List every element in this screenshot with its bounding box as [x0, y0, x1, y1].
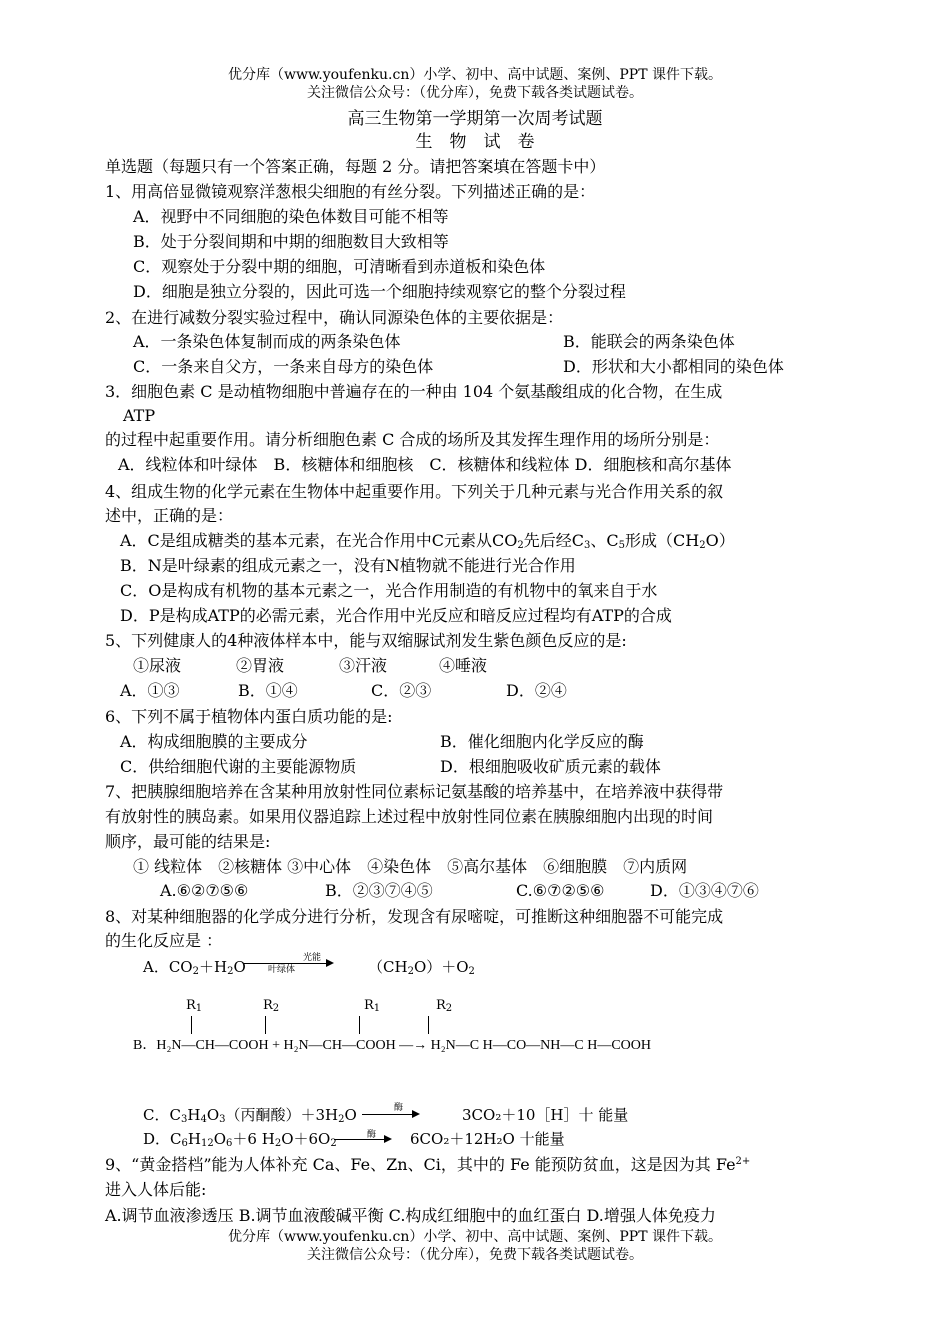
q8-option-b: B．H₂N—CH—COOH + H₂N—CH—COOH —→ H₂N—C H—CO—NH—C H—COOH [133, 1038, 652, 1053]
q7-stem-1: 7、把胰腺细胞培养在含某种用放射性同位素标记氨基酸的培养基中，在培养液中获得带 [105, 782, 724, 801]
q6-option-d: D．根细胞吸收矿质元素的载体 [440, 757, 661, 776]
footer-line-2: 关注微信公众号：（优分库），免费下载各类试题试卷。 [307, 1247, 643, 1263]
q2-option-b: B．能联会的两条染色体 [563, 332, 735, 351]
q2-option-a: A．一条染色体复制而成的两条染色体 [133, 332, 401, 351]
q4-option-d: D．P是构成ATP的必需元素，光合作用中光反应和暗反应过程均有ATP的合成 [120, 606, 672, 625]
q7-option-a: A.⑥②⑦⑤⑥ [160, 881, 249, 900]
q8-option-c-left: C．$C_3H_4O_3$（丙酮酸）$+3H_2O$ [143, 1106, 357, 1125]
q8-stem-1: 8、对某种细胞器的化学成分进行分析，发现含有尿嘧啶，可推断这种细胞器不可能完成 [105, 907, 724, 926]
r1-group-1: $R_1$ [186, 998, 203, 1014]
q2-option-d: D．形状和大小都相同的染色体 [563, 357, 784, 376]
q8-d-arrow-label: 酶 [367, 1130, 377, 1140]
section-heading: 单选题（每题只有一个答案正确，每题 2 分。请把答案填在答题卡中） [105, 157, 606, 176]
q8-a-arrow-label-top: 光能 [303, 953, 322, 963]
q8-option-a-right: $(CH_2O)+O_2$ [368, 958, 475, 977]
q7-stem-3: 顺序，最可能的结果是: [105, 832, 271, 851]
q9-stem-1: 9、“黄金搭档”能为人体补充 Ca、Fe、Zn、Ci，其中的 Fe 能预防贫血，这是因为其 $Fe^{2+}$ [105, 1155, 751, 1174]
header-line-1: 优分库（www.youfenku.cn）小学、初中、高中试题、案例、PPT 课件下载。 [227, 67, 722, 83]
footer-line-1: 优分库（www.youfenku.cn）小学、初中、高中试题、案例、PPT 课件下载。 [227, 1229, 722, 1245]
q3-stem-1: 3．细胞色素 C 是动植物细胞中普遍存在的一种由 104 个氨基酸组成的化合物，在生成 [105, 382, 723, 401]
q3-options: A．线粒体和叶绿体 B．核糖体和细胞核 C．核糖体和线粒体 D．细胞核和高尔基体 [118, 455, 732, 474]
q1-option-d: D．细胞是独立分裂的，因此可选一个细胞持续观察它的整个分裂过程 [133, 282, 626, 301]
q5-option-b: B．①④ [238, 681, 298, 700]
q3-stem-3: 的过程中起重要作用。请分析细胞色素 C 合成的场所及其发挥生理作用的场所分别是： [105, 430, 720, 449]
r1-group-2: $R_1$ [364, 998, 381, 1014]
q7-items: ① 线粒体 ②核糖体 ③中心体 ④染色体 ⑤高尔基体 ⑥细胞膜 ⑦内质网 [133, 857, 688, 876]
q5-option-a: A．①③ [120, 681, 180, 700]
q6-option-c: C．供给细胞代谢的主要能源物质 [120, 757, 357, 776]
q9-options: A.调节血液渗透压 B.调节血液酸碱平衡 C.构成红细胞中的血红蛋白 D.增强人体免疫力 [105, 1206, 716, 1225]
q6-option-a: A．构成细胞膜的主要成分 [120, 732, 308, 751]
bond-line [265, 1016, 266, 1034]
q8-stem-2: 的生化反应是 ： [105, 931, 223, 950]
reaction-arrow [334, 1139, 390, 1140]
q8-a-arrow-label-bottom: 叶绿体 [268, 965, 296, 975]
bond-line [191, 1016, 192, 1034]
q7-stem-2: 有放射性的胰岛素。如果用仪器追踪上述过程中放射性同位素在胰腺细胞内出现的时间 [105, 807, 714, 826]
q8-c-arrow-label: 酶 [394, 1103, 404, 1113]
q2-option-c: C．一条来自父方，一条来自母方的染色体 [133, 357, 434, 376]
q5-stem: 5、下列健康人的4种液体样本中，能与双缩脲试剂发生紫色颜色反应的是: [105, 631, 627, 650]
q4-option-c: C．O是构成有机物的基本元素之一，光合作用制造的有机物中的氧来自于水 [120, 581, 658, 600]
q5-option-c: C．②③ [371, 681, 432, 700]
bond-line [428, 1016, 429, 1034]
q4-option-b: B．N是叶绿素的组成元素之一，没有N植物就不能进行光合作用 [120, 556, 576, 575]
q1-option-b: B．处于分裂间期和中期的细胞数目大致相等 [133, 232, 449, 251]
q4-stem-2: 述中，正确的是： [105, 506, 234, 525]
q5-item-2: ②胃液 [236, 656, 285, 675]
q2-stem: 2、在进行减数分裂实验过程中，确认同源染色体的主要依据是： [105, 308, 564, 327]
q7-option-c: C.⑥⑦②⑤⑥ [516, 881, 605, 900]
reaction-arrow [244, 963, 332, 964]
q5-item-4: ④唾液 [439, 656, 488, 675]
q8-option-d-right: 6CO₂＋12H₂O 十能量 [410, 1130, 565, 1148]
exam-subtitle: 生 物 试 卷 [415, 132, 535, 152]
q1-option-c: C．观察处于分裂中期的细胞，可清晰看到赤道板和染色体 [133, 257, 546, 276]
q1-option-a: A．视野中不同细胞的染色体数目可能不相等 [133, 207, 449, 226]
q9-stem-2: 进入人体后能: [105, 1180, 207, 1199]
q6-option-b: B．催化细胞内化学反应的酶 [440, 732, 644, 751]
q4-option-a: A．C是组成糖类的基本元素，在光合作用中C元素从$CO_2$先后经$C_3$、$C_5$形成$(CH_2O)$ [120, 531, 735, 551]
reaction-arrow [362, 1114, 418, 1115]
q8-option-c-right: 3CO₂＋10［H］十 能量 [462, 1106, 629, 1124]
r2-group-1: $R_2$ [263, 998, 280, 1014]
exam-title: 高三生物第一学期第一次周考试题 [347, 109, 603, 129]
header-line-2: 关注微信公众号：（优分库），免费下载各类试题试卷。 [307, 85, 643, 101]
q4-stem-1: 4、组成生物的化学元素在生物体中起重要作用。下列关于几种元素与光合作用关系的叙 [105, 482, 724, 501]
q5-option-d: D．②④ [506, 681, 567, 700]
q8-option-d-left: D．$C_6H_{12}O_6+6$ $H_2O+6O_2$ [143, 1130, 337, 1149]
r2-group-2: $R_2$ [436, 998, 453, 1014]
q5-item-3: ③汗液 [339, 656, 388, 675]
q7-option-d: D．①③④⑦⑥ [650, 881, 759, 900]
q7-option-b: B．②③⑦④⑤ [325, 881, 433, 900]
q8-option-a-left: A．$CO_2+H_2O$ [143, 958, 246, 977]
bond-line [359, 1016, 360, 1034]
q5-item-1: ①尿液 [133, 656, 182, 675]
q1-stem: 1、用高倍显微镜观察洋葱根尖细胞的有丝分裂。下列描述正确的是： [105, 182, 596, 201]
q3-stem-2: ATP [123, 406, 156, 425]
q6-stem: 6、下列不属于植物体内蛋白质功能的是: [105, 707, 393, 726]
